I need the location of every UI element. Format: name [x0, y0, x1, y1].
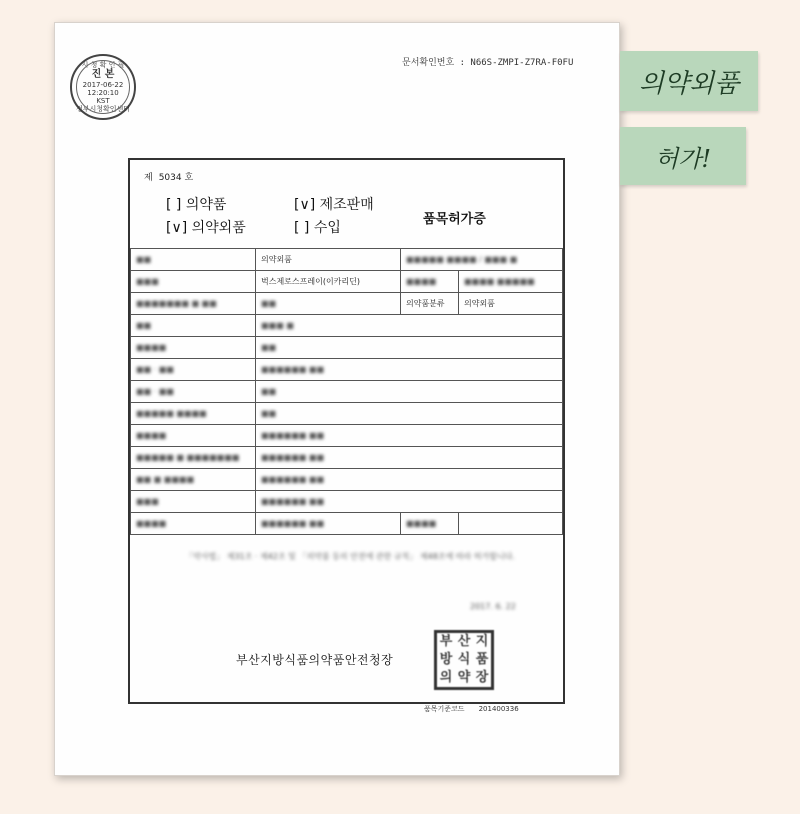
- table-value: ■■■■■■ ■■: [256, 359, 563, 381]
- table-row: [131, 447, 563, 469]
- table-value: ■■■■■■ ■■: [256, 425, 563, 447]
- table-value: ■■: [256, 293, 401, 315]
- table-label: ■■■: [131, 271, 256, 293]
- table-row: [131, 337, 563, 359]
- table-value: 의약외품: [256, 249, 401, 271]
- permit-date: 2017. 6. 22: [470, 602, 516, 611]
- table-row: [131, 425, 563, 447]
- type-manufacture: [∨] 제조판매: [294, 197, 374, 213]
- seal-time: 12:20:10: [87, 88, 119, 97]
- stamp-char: 의: [439, 670, 453, 685]
- table-value: 벅스제로스프레이(이카리딘): [256, 271, 401, 293]
- table-value: ■■: [256, 403, 563, 425]
- issue-number-value: 5034 호: [158, 173, 194, 183]
- stamp-char: 부: [439, 634, 453, 649]
- table-value: ■■■■■■ ■■: [256, 469, 563, 491]
- stamp-char: 지: [475, 634, 489, 649]
- table-label: ■■■■: [131, 337, 256, 359]
- sticky-note-quasi-drug: [620, 51, 758, 111]
- sticky-note-text: 허가!: [654, 144, 711, 173]
- product-code-label: 품목기준코드: [424, 705, 465, 713]
- table-label: ■■■■: [131, 425, 256, 447]
- seal-bottom-text: 정부시청확인센터: [75, 104, 131, 113]
- verification-seal: [70, 54, 136, 120]
- table-value: ■■■■■ ■■■■ / ■■■ ■: [401, 249, 563, 271]
- table-row: [131, 249, 563, 271]
- stamp-char: 산: [457, 634, 471, 649]
- table-label: ■■: [131, 315, 256, 337]
- table-row: [131, 381, 563, 403]
- sticky-note-text: 의약외품: [638, 68, 740, 99]
- product-code-value: 201400336: [478, 705, 519, 713]
- seal-top-text: 시 청 확 인 필: [81, 61, 125, 70]
- table-row: [131, 315, 563, 337]
- table-label: ■■■■■■■ ■ ■■: [131, 293, 256, 315]
- table-row: [131, 271, 563, 293]
- table-value: ■■■■■■ ■■: [256, 491, 563, 513]
- table-label: ■■■■■ ■■■■: [131, 403, 256, 425]
- table-value: [459, 513, 563, 535]
- table-value: ■■■■■■ ■■: [256, 513, 401, 535]
- table-row: [131, 491, 563, 513]
- table-row: [131, 403, 563, 425]
- issue-number: [144, 170, 199, 183]
- table-value: ■■■■■■ ■■: [256, 447, 563, 469]
- seal-zone: KST: [96, 96, 110, 105]
- table-label: ■■: [131, 249, 256, 271]
- table-value: 의약외품: [459, 293, 563, 315]
- document-check-number: 문서확인번호 : N66S-ZMPI-Z7RA-F0FU: [402, 58, 574, 68]
- table-label: ■■■■: [401, 513, 459, 535]
- stamp-char: 장: [475, 670, 489, 685]
- seal-date: 2017-06-22: [82, 80, 124, 89]
- official-stamp: [434, 630, 494, 690]
- table-value: ■■: [256, 337, 563, 359]
- table-label: ■■■■: [401, 271, 459, 293]
- issue-prefix: 제: [144, 173, 153, 183]
- table-label: ■■ ■ ■■■■: [131, 469, 256, 491]
- permit-notice: 「약사법」 제31조 · 제42조 및 「의약품 등의 안전에 관한 규칙」 제48조에 따라 허가합니다.: [185, 552, 515, 561]
- table-row: [131, 469, 563, 491]
- stamp-char: 품: [475, 652, 489, 667]
- table-label: ■■■: [131, 491, 256, 513]
- table-row: [131, 293, 563, 315]
- type-drug: [ ] 의약품: [166, 197, 227, 213]
- stamp-char: 약: [457, 670, 471, 685]
- table-label: ■■ · ■■: [131, 359, 256, 381]
- table-label: 의약품분류: [401, 293, 459, 315]
- type-import: [ ] 수입: [294, 220, 341, 236]
- table-row: [131, 359, 563, 381]
- seal-middle-text: 진 본: [91, 69, 115, 81]
- sticky-note-approved: [620, 127, 746, 185]
- table-row: [131, 513, 563, 535]
- table-label: ■■ · ■■: [131, 381, 256, 403]
- table-value: ■■■ ■: [256, 315, 563, 337]
- permit-type-options: [166, 194, 374, 240]
- type-quasi-drug: [∨] 의약외품: [166, 220, 246, 236]
- permit-form: [128, 158, 565, 704]
- table-value: ■■■■ ■■■■■: [459, 271, 563, 293]
- table-value: ■■: [256, 381, 563, 403]
- permit-title: 품목허가증: [423, 212, 486, 227]
- stamp-char: 식: [457, 652, 471, 667]
- table-label: ■■■■■ ■ ■■■■■■■: [131, 447, 256, 469]
- table-label: ■■■■: [131, 513, 256, 535]
- issuing-authority: 부산지방식품의약품안전청장: [236, 653, 394, 667]
- permit-table: [130, 248, 563, 535]
- product-code: [424, 704, 519, 714]
- stamp-char: 방: [439, 652, 453, 667]
